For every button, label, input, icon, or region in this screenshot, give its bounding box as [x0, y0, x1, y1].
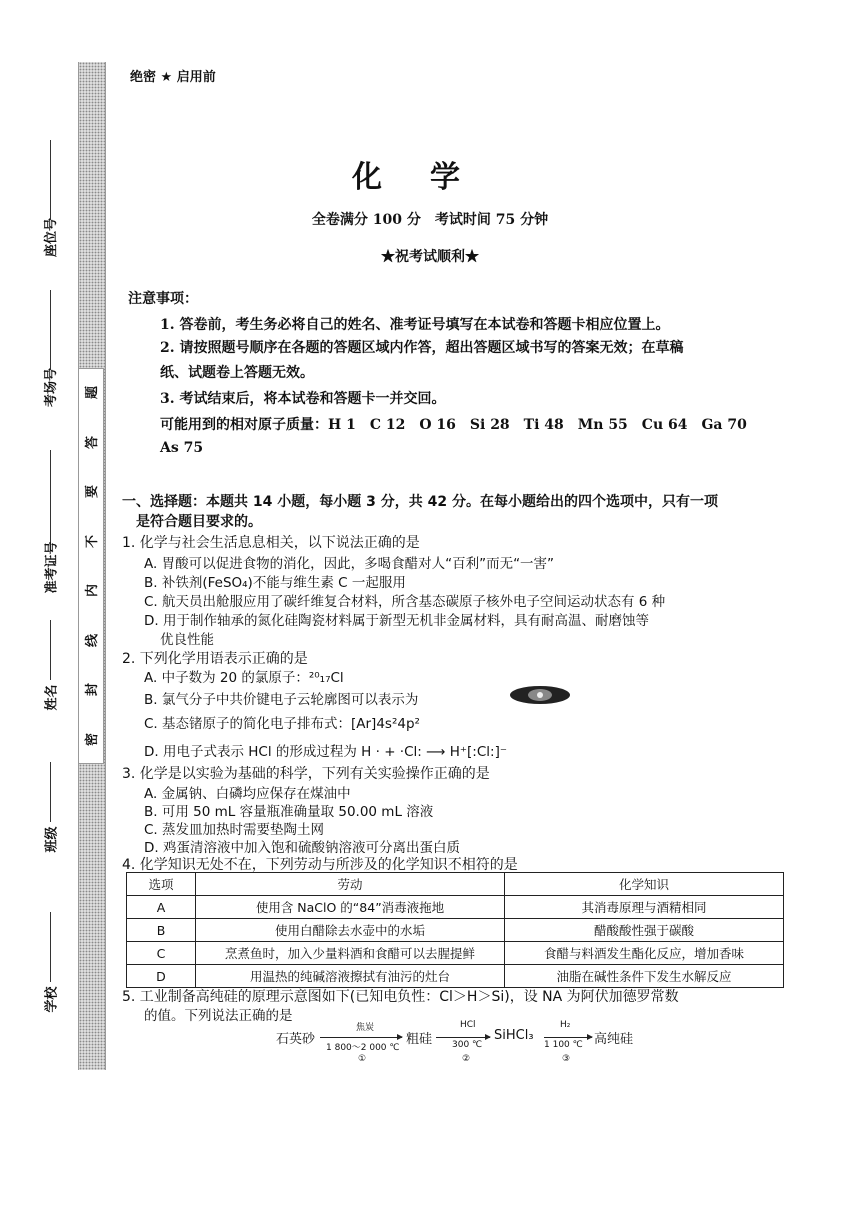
- table-cell: 油脂在碱性条件下发生水解反应: [505, 965, 784, 988]
- notice-heading: 注意事项：: [128, 291, 198, 307]
- table-cell: D: [127, 965, 196, 988]
- seal-char: 要: [85, 485, 101, 499]
- flow-reagent-1: 焦炭: [356, 1023, 375, 1033]
- notice-item: 纸、试题卷上答题无效。: [160, 365, 314, 381]
- flow-reagent-3: H₂: [560, 1020, 571, 1030]
- q1-option-b: B. 补铁剂(FeSO₄)不能与维生素 C 一起服用: [144, 575, 406, 591]
- table-cell: 用温热的纯碱溶液擦拭有油污的灶台: [196, 965, 505, 988]
- q1-option-a: A. 胃酸可以促进食物的消化，因此，多喝食醋对人“百利”而无“一害”: [144, 556, 555, 572]
- table-cell: A: [127, 896, 196, 919]
- q3-option-a: A. 金属钠、白磷均应保存在煤油中: [144, 786, 351, 802]
- exam-info: 全卷满分 100 分 考试时间 75 分钟: [311, 212, 549, 228]
- flow-step-3: ③: [562, 1054, 571, 1064]
- table-cell: 食醋与料酒发生酯化反应，增加香味: [505, 942, 784, 965]
- flow-reagent-2: HCl: [460, 1020, 476, 1030]
- flow-step-2: ②: [462, 1054, 471, 1064]
- flow-quartz-sand: 石英砂: [276, 1032, 316, 1047]
- flow-crude-silicon: 粗硅: [406, 1032, 433, 1047]
- good-luck: ★祝考试顺利★: [381, 249, 479, 265]
- notice-item: 2. 请按照题号顺序在各题的答题区域内作答，超出答题区域书写的答案无效；在草稿: [160, 340, 684, 356]
- notice-item: 1. 答卷前，考生务必将自己的姓名、准考证号填写在本试卷和答题卡相应位置上。: [160, 317, 670, 333]
- seal-char: 答: [85, 435, 101, 449]
- seal-char: 不: [85, 534, 101, 548]
- table-header-cell: 化学知识: [505, 873, 784, 896]
- page-title: 化学: [352, 160, 508, 195]
- q1-option-c: C. 航天员出舱服应用了碳纤维复合材料，所含基态碳原子核外电子空间运动状态有 6 种: [144, 594, 666, 610]
- atomic-masses-cont: As 75: [160, 440, 204, 456]
- section-heading: 一、选择题：本题共 14 小题，每小题 3 分，共 42 分。在每小题给出的四个选项中，只有一项 是符合题目要求的。: [122, 494, 718, 530]
- q2-option-a: A. 中子数为 20 的氯原子：²⁰₁₇Cl: [144, 670, 344, 686]
- field-class[interactable]: 班级: [30, 762, 70, 857]
- field-admission-number[interactable]: 准考证号: [30, 450, 70, 585]
- table-cell: 醋酸酸性强于碳酸: [505, 919, 784, 942]
- seal-char: 题: [85, 385, 101, 400]
- table-cell: 其消毒原理与酒精相同: [505, 896, 784, 919]
- q2-option-d: D. 用电子式表示 HCl 的形成过程为 H · + ·Cl: ⟶ H⁺[:Cl:]⁻: [144, 744, 507, 760]
- question-2-stem: 2. 下列化学用语表示正确的是: [122, 651, 308, 667]
- q1-option-d-cont: 优良性能: [160, 632, 214, 648]
- q2-option-c: C. 基态锗原子的简化电子排布式：[Ar]4s²4p²: [144, 716, 420, 732]
- table-row: [127, 896, 784, 919]
- flow-pure-silicon: 高纯硅: [594, 1032, 634, 1047]
- q3-option-c: C. 蒸发皿加热时需要垫陶土网: [144, 822, 325, 838]
- flow-arrow-1: [320, 1037, 402, 1038]
- flow-sihcl3: SiHCl₃: [494, 1028, 534, 1043]
- field-seat-number[interactable]: 座位号: [30, 140, 70, 255]
- notice-item: 3. 考试结束后，将本试卷和答题卡一并交回。: [160, 391, 446, 407]
- question-1-stem: 1. 化学与社会生活息息相关，以下说法正确的是: [122, 535, 420, 551]
- table-cell: 使用含 NaClO 的“84”消毒液拖地: [196, 896, 505, 919]
- question-5-stem-cont: 的值。下列说法正确的是: [144, 1008, 293, 1024]
- question-4-stem: 4. 化学知识无处不在，下列劳动与所涉及的化学知识不相符的是: [122, 857, 518, 873]
- flow-step-1: ①: [358, 1054, 367, 1064]
- table-row: [127, 919, 784, 942]
- seal-char: 封: [85, 683, 101, 697]
- q4-table: [126, 872, 784, 988]
- table-cell: C: [127, 942, 196, 965]
- table-header-cell: 劳动: [196, 873, 505, 896]
- seal-char: 内: [85, 584, 101, 598]
- electron-cloud-icon: [508, 684, 572, 706]
- flow-condition-3: 1 100 ℃: [544, 1040, 583, 1050]
- q3-option-d: D. 鸡蛋清溶液中加入饱和硫酸钠溶液可分离出蛋白质: [144, 840, 460, 856]
- seal-char: 线: [85, 633, 101, 647]
- field-school[interactable]: 学校: [30, 912, 70, 1017]
- flow-condition-2: 300 ℃: [452, 1040, 483, 1050]
- table-row: [127, 965, 784, 988]
- q2-option-b: B. 氯气分子中共价键电子云轮廓图可以表示为: [144, 692, 419, 708]
- question-5-stem: 5. 工业制备高纯硅的原理示意图如下(已知电负性：Cl＞H＞Si)，设 NA 为阿伏加德罗常数: [122, 989, 679, 1005]
- seal-char: 密: [85, 732, 101, 746]
- q3-option-b: B. 可用 50 mL 容量瓶准确量取 50.00 mL 溶液: [144, 804, 434, 820]
- process-flow: [276, 1020, 636, 1070]
- flow-condition-1: 1 800～2 000 ℃: [326, 1043, 400, 1053]
- flow-arrow-3: [544, 1037, 592, 1038]
- field-exam-room[interactable]: 考场号: [30, 290, 70, 405]
- atomic-masses: 可能用到的相对原子质量：H 1 C 12 O 16 Si 28 Ti 48 Mn 55 Cu 64 Ga 70: [160, 417, 747, 433]
- question-3-stem: 3. 化学是以实验为基础的科学，下列有关实验操作正确的是: [122, 766, 490, 782]
- table-row: [127, 942, 784, 965]
- field-name[interactable]: 姓名: [30, 620, 70, 715]
- secret-mark: 绝密 ★ 启用前: [130, 70, 216, 85]
- seal-notice: [78, 368, 104, 764]
- table-header-cell: 选项: [127, 873, 196, 896]
- table-cell: B: [127, 919, 196, 942]
- table-cell: 使用白醋除去水壶中的水垢: [196, 919, 505, 942]
- table-cell: 烹煮鱼时，加入少量料酒和食醋可以去腥提鲜: [196, 942, 505, 965]
- q1-option-d: D. 用于制作轴承的氮化硅陶瓷材料属于新型无机非金属材料，具有耐高温、耐磨蚀等: [144, 613, 649, 629]
- table-header-row: [127, 873, 784, 896]
- flow-arrow-2: [436, 1037, 490, 1038]
